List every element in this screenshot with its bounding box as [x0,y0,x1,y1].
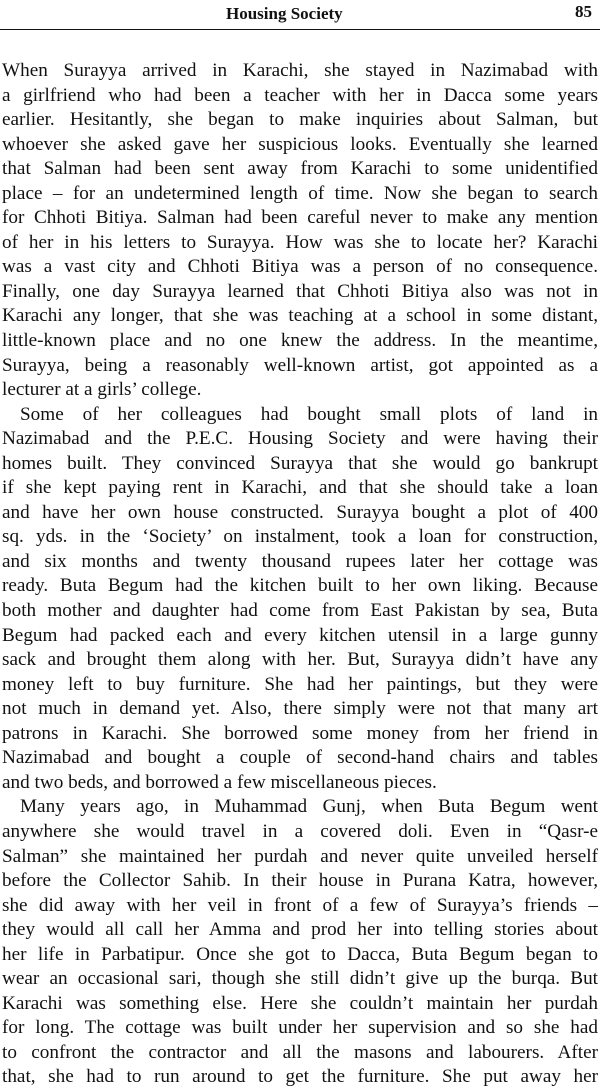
text-line: When Surayya arrived in Karachi, she stayed in Nazimabad with [2,60,598,81]
text-line: Salman” she maintained her purdah and never quite unveiled herself [2,845,598,867]
text-line: to confront the contractor and all the masons and labourers. After [2,1041,598,1063]
text-line: for Chhoti Bitiya. Salman had been careful never to make any mention [2,207,598,229]
text-line: anywhere she would travel in a covered doli. Even in “Qasr-e [2,820,598,842]
text-line: and two beds, and borrowed a few miscellaneous pieces. [2,771,437,793]
text-line: not much in demand yet. Also, there simply were not that many art [2,698,598,720]
text-line: earlier. Hesitantly, she began to make inquiries about Salman, but [2,109,598,131]
text-line: homes built. They convinced Surayya that she would go bankrupt [2,452,598,474]
text-line: sq. yds. in the ‘Society’ on instalment, took a loan for construction, [2,526,598,548]
text-line: sack and brought them along with her. But, Surayya didn’t have any [2,649,598,671]
header-rule [0,29,600,30]
text-line: money left to buy furniture. She had her paintings, but they were [2,673,598,695]
page-number: 85 [575,2,592,21]
text-line: was a vast city and Chhoti Bitiya was a person of no consequence. [2,256,598,278]
text-line: lecturer at a girls’ college. [2,379,202,401]
text-line: both mother and daughter had come from East Pakistan by sea, Buta [2,600,598,622]
text-line: Begum had packed each and every kitchen utensil in a large gunny [2,624,598,646]
text-line: and six months and twenty thousand rupees later her cottage was [2,550,598,572]
text-line: little-known place and no one knew the address. In the meantime, [2,330,598,352]
running-header [0,0,600,30]
text-line: place – for an undetermined length of time. Now she began to search [2,182,598,204]
text-line: if she kept paying rent in Karachi, and that she should take a loan [2,477,598,499]
text-line: Nazimabad and the P.E.C. Housing Society and were having their [2,428,598,450]
text-line: they would all call her Amma and prod her into telling stories about [2,919,598,941]
running-title: Housing Society [226,4,343,23]
text-line: Many years ago, in Muhammad Gunj, when Buta Begum went [20,796,598,818]
text-line: patrons in Karachi. She borrowed some money from her friend in [2,722,598,744]
text-line: her life in Parbatipur. Once she got to Dacca, Buta Begum began to [2,943,598,965]
text-line: and have her own house constructed. Surayya bought a plot of 400 [2,501,598,523]
text-line: before the Collector Sahib. In their house in Purana Katra, however, [2,870,598,892]
text-line: ready. Buta Begum had the kitchen built to her own liking. Because [2,575,598,597]
text-line: Nazimabad and bought a couple of second-hand chairs and tables [2,747,598,769]
text-line: Karachi was something else. Here she couldn’t maintain her purdah [2,992,598,1014]
body-text [2,59,598,1090]
text-line: Finally, one day Surayya learned that Chhoti Bitiya also was not in [2,280,598,302]
text-line: Karachi any longer, that she was teaching at a school in some distant, [2,305,598,327]
text-line: she did away with her veil in front of a few of Surayya’s friends – [2,894,598,916]
text-line: Some of her colleagues had bought small plots of land in [20,403,598,425]
text-line: for long. The cottage was built under her supervision and so she had [2,1017,598,1039]
text-line: whoever she asked gave her suspicious looks. Eventually she learned [2,133,598,155]
text-line: of her in his letters to Surayya. How was she to locate her? Karachi [2,231,598,253]
text-line: a girlfriend who had been a teacher with her in Dacca some years [2,84,598,106]
text-line: that Salman had been sent away from Karachi to some unidentified [2,158,598,180]
text-line: that, she had to run around to get the furniture. She put away her [2,1066,598,1088]
text-line: wear an occasional sari, though she still didn’t give up the burqa. But [2,968,598,990]
text-line: Surayya, being a reasonably well-known artist, got appointed as a [2,354,598,376]
